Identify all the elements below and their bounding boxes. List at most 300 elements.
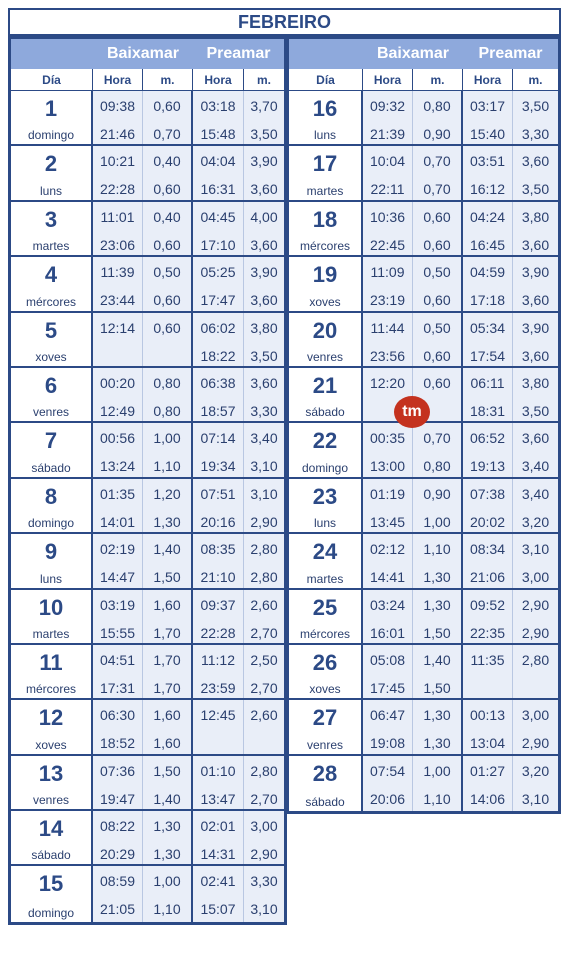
day-number: 25 bbox=[312, 594, 338, 620]
low-time-cell bbox=[93, 423, 143, 476]
low-time-value: 12:20 bbox=[369, 374, 406, 391]
high-height-value: 2,90 bbox=[250, 513, 278, 530]
low-time-value: 10:36 bbox=[369, 208, 406, 225]
high-height-cell bbox=[244, 313, 284, 366]
low-height-cell bbox=[413, 146, 463, 199]
high-height-value: 3,10 bbox=[250, 458, 278, 475]
low-height-value: 1,30 bbox=[153, 818, 181, 835]
day-cell bbox=[11, 811, 93, 864]
day-cell bbox=[11, 590, 93, 643]
low-height-cell bbox=[143, 313, 193, 366]
col-header-time: Hora bbox=[463, 69, 513, 90]
high-time-value: 07:51 bbox=[200, 485, 236, 502]
high-height-value: 3,00 bbox=[250, 818, 278, 835]
high-height-cell bbox=[244, 368, 284, 421]
low-time-cell bbox=[363, 534, 413, 587]
low-time-value: 22:45 bbox=[369, 236, 406, 253]
low-height-value: 0,40 bbox=[153, 153, 181, 170]
low-time-cell bbox=[363, 423, 413, 476]
day-number: 24 bbox=[312, 539, 338, 565]
high-height-value: 3,10 bbox=[250, 901, 278, 918]
high-height-cell bbox=[513, 645, 558, 698]
high-time-cell bbox=[463, 534, 513, 587]
high-height-cell bbox=[244, 811, 284, 864]
high-height-value: 2,60 bbox=[250, 707, 278, 724]
high-height-value: 3,00 bbox=[521, 569, 550, 586]
table-row bbox=[289, 479, 558, 534]
low-height-cell bbox=[413, 423, 463, 476]
low-time-value: 11:01 bbox=[100, 208, 135, 225]
low-time-value: 00:20 bbox=[99, 374, 136, 391]
weekday-label: luns bbox=[39, 183, 62, 198]
table-row bbox=[11, 756, 284, 811]
low-height-cell bbox=[143, 756, 193, 809]
day-number: 9 bbox=[44, 539, 58, 565]
high-height-cell bbox=[244, 423, 284, 476]
high-height-value: 2,90 bbox=[521, 735, 550, 752]
low-time-cell bbox=[93, 590, 143, 643]
low-time-value: 10:04 bbox=[369, 153, 406, 170]
low-height-cell bbox=[143, 534, 193, 587]
high-time-value: 22:28 bbox=[200, 624, 236, 641]
high-time-cell bbox=[193, 645, 244, 698]
high-time-value: 21:06 bbox=[469, 569, 506, 586]
table-row bbox=[289, 700, 558, 755]
high-height-value: 3,60 bbox=[521, 347, 550, 364]
low-height-value: 1,70 bbox=[153, 679, 181, 696]
high-time-value: 04:04 bbox=[200, 153, 236, 170]
low-time-cell bbox=[363, 479, 413, 532]
low-height-value: 1,40 bbox=[423, 651, 451, 668]
high-time-value: 21:10 bbox=[200, 569, 236, 586]
high-time-value: 02:41 bbox=[200, 873, 236, 890]
table-row bbox=[11, 91, 284, 146]
low-time-value: 14:41 bbox=[369, 569, 406, 586]
high-height-value: 3,70 bbox=[250, 98, 278, 114]
high-height-cell bbox=[244, 202, 284, 255]
low-height-cell bbox=[143, 811, 193, 864]
high-time-value: 23:59 bbox=[200, 679, 236, 696]
high-time-value: 07:38 bbox=[469, 485, 506, 502]
day-cell bbox=[289, 590, 363, 643]
high-time-value: 16:31 bbox=[200, 181, 236, 198]
low-height-cell bbox=[413, 590, 463, 643]
low-time-value: 14:01 bbox=[99, 513, 136, 530]
day-cell bbox=[289, 423, 363, 476]
high-time-value: 18:31 bbox=[469, 402, 506, 419]
low-height-value: 0,60 bbox=[153, 319, 181, 336]
table-row bbox=[289, 146, 558, 201]
high-time-value: 11:35 bbox=[470, 651, 505, 668]
col-header-height: m. bbox=[256, 72, 271, 87]
high-height-cell bbox=[244, 756, 284, 809]
high-time-value: 08:35 bbox=[200, 541, 236, 558]
low-time-value: 15:55 bbox=[99, 624, 136, 641]
day-cell bbox=[11, 146, 93, 199]
low-height-cell bbox=[413, 700, 463, 753]
high-height-value: 3,60 bbox=[250, 236, 278, 253]
high-time-cell bbox=[463, 700, 513, 753]
table-row bbox=[11, 146, 284, 201]
high-height-value: 3,40 bbox=[521, 458, 550, 475]
high-height-cell bbox=[244, 645, 284, 698]
weekday-label: martes bbox=[32, 239, 70, 254]
day-cell bbox=[11, 866, 93, 921]
low-height-cell bbox=[413, 202, 463, 255]
group-header-low: Baixamar bbox=[106, 45, 180, 62]
high-height-cell bbox=[513, 534, 558, 587]
high-time-cell bbox=[463, 91, 513, 144]
high-time-cell bbox=[463, 146, 513, 199]
high-time-cell bbox=[463, 479, 513, 532]
high-time-cell bbox=[193, 811, 244, 864]
day-cell bbox=[289, 700, 363, 753]
weekday-label: luns bbox=[39, 571, 62, 586]
high-time-value: 06:02 bbox=[200, 319, 236, 336]
low-time-value: 07:54 bbox=[369, 762, 406, 779]
day-cell bbox=[11, 423, 93, 476]
day-number: 27 bbox=[312, 705, 338, 731]
day-cell bbox=[289, 534, 363, 587]
low-time-cell bbox=[93, 811, 143, 864]
high-height-value: 3,10 bbox=[521, 541, 550, 558]
weekday-label: martes bbox=[32, 626, 70, 641]
low-time-value: 06:30 bbox=[99, 707, 136, 724]
col-header-height: m. bbox=[413, 69, 463, 90]
low-time-value: 03:19 bbox=[99, 596, 136, 613]
low-height-cell bbox=[143, 202, 193, 255]
low-height-value: 0,60 bbox=[423, 208, 451, 225]
high-time-cell bbox=[463, 202, 513, 255]
tide-table bbox=[8, 8, 561, 920]
high-height-value: 3,40 bbox=[521, 485, 550, 502]
high-time-cell bbox=[463, 423, 513, 476]
high-height-cell bbox=[244, 479, 284, 532]
low-height-value: 1,60 bbox=[153, 596, 181, 613]
low-time-cell bbox=[93, 368, 143, 421]
high-height-value: 2,80 bbox=[250, 541, 278, 558]
low-time-value: 20:06 bbox=[369, 790, 406, 807]
low-time-value: 22:28 bbox=[99, 181, 136, 198]
high-time-value: 06:38 bbox=[200, 374, 236, 391]
low-height-cell bbox=[143, 257, 193, 310]
high-height-value: 3,90 bbox=[250, 153, 278, 170]
low-height-value: 0,70 bbox=[153, 126, 181, 142]
high-time-cell bbox=[463, 645, 513, 698]
high-height-cell bbox=[513, 202, 558, 255]
day-number: 4 bbox=[44, 262, 58, 288]
low-height-value: 0,40 bbox=[153, 208, 181, 225]
table-row bbox=[11, 811, 284, 866]
low-time-value: 12:14 bbox=[99, 319, 136, 336]
low-height-cell bbox=[143, 479, 193, 532]
weekday-label: venres bbox=[306, 737, 344, 752]
low-height-cell bbox=[143, 590, 193, 643]
low-height-value: 0,80 bbox=[423, 458, 451, 475]
high-height-value: 4,00 bbox=[250, 208, 278, 225]
high-time-cell bbox=[463, 368, 513, 421]
table-row bbox=[11, 534, 284, 589]
tm-logo-icon: tm bbox=[394, 396, 430, 428]
day-number: 7 bbox=[44, 428, 58, 454]
day-number: 1 bbox=[44, 96, 58, 121]
low-time-value: 22:11 bbox=[370, 181, 405, 198]
low-height-value: 1,30 bbox=[423, 735, 451, 752]
table-row bbox=[289, 590, 558, 645]
high-height-value: 3,30 bbox=[521, 126, 550, 142]
low-time-value: 11:39 bbox=[100, 264, 135, 281]
high-height-cell bbox=[244, 257, 284, 310]
low-time-value: 08:59 bbox=[99, 873, 136, 890]
low-time-value: 09:38 bbox=[99, 98, 136, 114]
high-time-value: 20:02 bbox=[469, 513, 506, 530]
high-height-value: 3,50 bbox=[521, 402, 550, 419]
group-header-spacer bbox=[11, 39, 93, 69]
table-row bbox=[11, 479, 284, 534]
day-number: 6 bbox=[44, 372, 58, 398]
low-time-value: 09:32 bbox=[369, 98, 406, 114]
high-time-cell bbox=[193, 756, 244, 809]
weekday-label: venres bbox=[306, 349, 344, 364]
high-height-value: 3,90 bbox=[521, 264, 550, 281]
day-cell bbox=[289, 479, 363, 532]
high-time-value: 15:48 bbox=[200, 126, 236, 142]
table-row bbox=[11, 202, 284, 257]
day-cell bbox=[289, 146, 363, 199]
group-header-high: Preamar bbox=[206, 45, 271, 62]
day-number: 12 bbox=[38, 705, 64, 731]
high-height-cell bbox=[513, 368, 558, 421]
high-time-cell bbox=[463, 590, 513, 643]
low-time-value: 02:12 bbox=[369, 541, 406, 558]
low-height-cell bbox=[143, 368, 193, 421]
low-height-value: 1,10 bbox=[153, 458, 181, 475]
high-height-value: 3,50 bbox=[250, 126, 278, 142]
low-time-value: 21:46 bbox=[99, 126, 136, 142]
high-time-cell bbox=[193, 590, 244, 643]
low-time-value: 17:45 bbox=[369, 679, 406, 696]
high-height-value: 3,60 bbox=[250, 292, 278, 309]
day-cell bbox=[11, 645, 93, 698]
low-height-value: 1,70 bbox=[153, 624, 181, 641]
low-height-cell bbox=[143, 700, 193, 753]
day-number: 19 bbox=[312, 262, 338, 288]
high-time-value: 15:40 bbox=[469, 126, 506, 142]
weekday-label: xoves bbox=[35, 349, 67, 364]
day-number: 16 bbox=[312, 96, 338, 121]
weekday-label: sábado bbox=[31, 848, 71, 863]
high-height-cell bbox=[244, 590, 284, 643]
day-number: 11 bbox=[39, 649, 63, 675]
day-number: 15 bbox=[38, 871, 64, 897]
day-cell bbox=[11, 202, 93, 255]
low-time-value: 18:52 bbox=[99, 735, 136, 752]
high-height-value: 3,50 bbox=[521, 181, 550, 198]
high-height-value: 3,60 bbox=[521, 292, 550, 309]
high-height-value: 2,60 bbox=[250, 596, 278, 613]
low-time-cell bbox=[93, 91, 143, 144]
low-height-cell bbox=[413, 756, 463, 811]
weekday-label: sábado bbox=[305, 795, 345, 810]
high-time-value: 17:47 bbox=[200, 292, 236, 309]
high-time-value: 06:11 bbox=[470, 374, 505, 391]
high-height-cell bbox=[244, 700, 284, 753]
low-height-cell bbox=[143, 866, 193, 921]
low-height-value: 1,40 bbox=[153, 790, 181, 807]
low-height-value: 0,90 bbox=[423, 126, 451, 142]
col-header-height: m. bbox=[143, 69, 193, 90]
weekday-label: luns bbox=[313, 516, 336, 531]
day-cell bbox=[11, 479, 93, 532]
low-height-value: 1,60 bbox=[153, 707, 181, 724]
weekday-label: mércores bbox=[299, 626, 350, 641]
low-height-cell bbox=[413, 645, 463, 698]
high-time-cell bbox=[463, 756, 513, 811]
low-time-value: 06:47 bbox=[369, 707, 406, 724]
high-height-value: 2,70 bbox=[250, 790, 278, 807]
low-time-value: 17:31 bbox=[99, 679, 136, 696]
high-height-value: 3,10 bbox=[521, 790, 550, 807]
high-time-cell bbox=[193, 479, 244, 532]
high-time-value: 18:22 bbox=[200, 347, 236, 364]
low-time-cell bbox=[93, 645, 143, 698]
high-time-value: 16:45 bbox=[469, 236, 506, 253]
low-height-cell bbox=[143, 91, 193, 144]
low-height-value: 1,50 bbox=[423, 679, 451, 696]
low-time-value: 00:56 bbox=[99, 430, 136, 447]
high-time-value: 17:10 bbox=[200, 236, 236, 253]
high-time-value: 20:16 bbox=[200, 513, 236, 530]
low-time-cell bbox=[363, 313, 413, 366]
day-number: 22 bbox=[312, 428, 338, 454]
low-time-value: 20:29 bbox=[99, 846, 136, 863]
high-height-value: 2,90 bbox=[250, 846, 278, 863]
low-height-value: 0,80 bbox=[153, 402, 181, 419]
high-time-cell bbox=[193, 146, 244, 199]
high-height-value: 3,90 bbox=[521, 319, 550, 336]
high-time-value: 03:17 bbox=[469, 98, 506, 114]
low-time-value: 11:44 bbox=[370, 319, 405, 336]
low-height-value: 1,00 bbox=[153, 430, 181, 447]
group-header-spacer bbox=[289, 39, 363, 69]
high-height-cell bbox=[513, 700, 558, 753]
day-number: 21 bbox=[312, 372, 338, 398]
low-time-cell bbox=[363, 202, 413, 255]
column-header-row bbox=[11, 69, 284, 91]
col-header-time: Hora bbox=[363, 69, 413, 90]
low-height-value: 0,50 bbox=[153, 264, 181, 281]
low-time-value: 00:35 bbox=[369, 430, 406, 447]
low-height-value: 0,60 bbox=[423, 374, 451, 391]
low-height-value: 0,60 bbox=[153, 236, 181, 253]
low-time-value: 13:45 bbox=[369, 513, 406, 530]
high-time-value: 16:12 bbox=[469, 181, 506, 198]
low-time-value: 02:19 bbox=[99, 541, 136, 558]
low-height-value: 1,30 bbox=[153, 513, 181, 530]
low-height-value: 1,50 bbox=[423, 624, 451, 641]
high-time-cell bbox=[193, 202, 244, 255]
low-time-value: 21:05 bbox=[99, 901, 136, 918]
day-cell bbox=[11, 313, 93, 366]
table-row bbox=[11, 866, 284, 921]
high-height-value: 2,70 bbox=[250, 679, 278, 696]
table-row bbox=[11, 590, 284, 645]
group-header-low: Baixamar bbox=[376, 45, 450, 62]
low-time-cell bbox=[363, 590, 413, 643]
col-header-day: Día bbox=[11, 69, 93, 90]
col-header-height: m. bbox=[528, 72, 543, 87]
table-row bbox=[11, 700, 284, 755]
high-time-value: 09:37 bbox=[200, 596, 236, 613]
low-time-value: 08:22 bbox=[99, 818, 136, 835]
high-height-value: 2,50 bbox=[250, 651, 278, 668]
low-height-cell bbox=[413, 313, 463, 366]
group-header-row bbox=[11, 39, 284, 69]
high-height-cell bbox=[513, 423, 558, 476]
column-header-row bbox=[289, 69, 558, 91]
table-row bbox=[289, 645, 558, 700]
high-time-cell bbox=[193, 257, 244, 310]
high-time-value: 19:13 bbox=[469, 458, 506, 475]
high-height-value: 3,60 bbox=[521, 153, 550, 170]
low-time-cell bbox=[93, 313, 143, 366]
low-time-value: 03:24 bbox=[369, 596, 406, 613]
high-time-cell bbox=[463, 313, 513, 366]
high-time-value: 11:12 bbox=[201, 651, 235, 668]
low-height-value: 1,50 bbox=[153, 569, 181, 586]
high-time-value: 13:04 bbox=[469, 735, 506, 752]
high-height-cell bbox=[513, 590, 558, 643]
table-row bbox=[11, 313, 284, 368]
low-height-value: 1,40 bbox=[153, 541, 181, 558]
high-height-cell bbox=[513, 146, 558, 199]
day-number: 28 bbox=[312, 760, 338, 786]
low-height-cell bbox=[143, 645, 193, 698]
low-time-value: 14:47 bbox=[99, 569, 136, 586]
low-time-cell bbox=[363, 257, 413, 310]
low-height-cell bbox=[413, 534, 463, 587]
weekday-label: mércores bbox=[25, 682, 76, 697]
high-time-value: 03:51 bbox=[469, 153, 506, 170]
high-height-cell bbox=[513, 756, 558, 811]
group-header-row bbox=[289, 39, 558, 69]
high-time-cell bbox=[193, 534, 244, 587]
low-height-value: 0,90 bbox=[423, 485, 451, 502]
high-height-value: 2,80 bbox=[250, 569, 278, 586]
high-height-value: 2,80 bbox=[521, 651, 550, 668]
day-cell bbox=[11, 756, 93, 809]
low-height-value: 1,70 bbox=[153, 651, 181, 668]
high-time-cell bbox=[193, 313, 244, 366]
low-height-cell bbox=[143, 423, 193, 476]
high-height-value: 3,40 bbox=[250, 430, 278, 447]
low-time-value: 05:08 bbox=[369, 651, 406, 668]
low-time-cell bbox=[93, 756, 143, 809]
low-height-value: 0,80 bbox=[153, 374, 181, 391]
day-cell bbox=[11, 534, 93, 587]
high-time-value: 13:47 bbox=[200, 790, 236, 807]
weekday-label: xoves bbox=[309, 682, 341, 697]
table-row bbox=[289, 423, 558, 478]
group-header-high: Preamar bbox=[478, 45, 543, 62]
high-time-value: 08:34 bbox=[469, 541, 506, 558]
table-row bbox=[11, 423, 284, 478]
low-height-value: 1,30 bbox=[423, 596, 451, 613]
day-number: 20 bbox=[312, 317, 338, 343]
day-number: 2 bbox=[44, 151, 58, 177]
day-cell bbox=[289, 368, 363, 421]
day-cell bbox=[289, 257, 363, 310]
